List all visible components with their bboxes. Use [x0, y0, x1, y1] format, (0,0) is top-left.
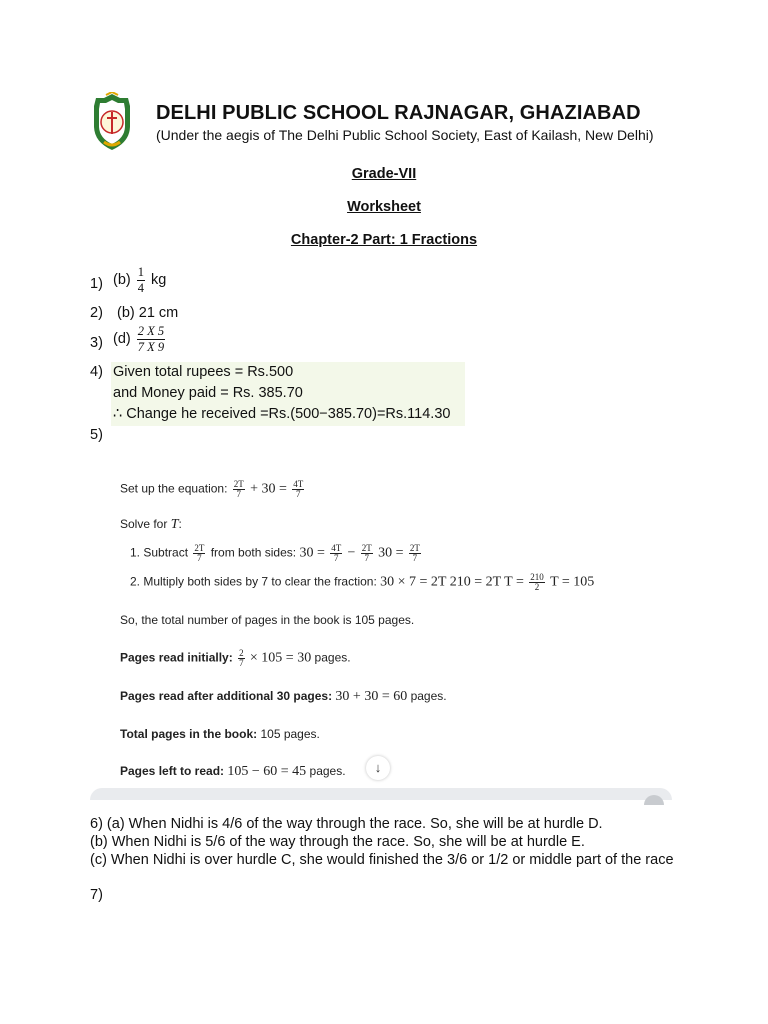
frac-num: 2: [239, 648, 244, 658]
total-pages-value: 105 pages.: [260, 727, 320, 741]
q1-unit: kg: [151, 271, 167, 288]
frac-num: 2T: [233, 479, 244, 489]
q4-number: 4): [90, 364, 103, 380]
q4-line-2: and Money paid = Rs. 385.70: [113, 385, 303, 401]
step2-end: T = 105: [550, 574, 595, 590]
frac-num: 4T: [293, 479, 304, 489]
solve-variable: T: [170, 517, 179, 532]
setup-label: Set up the equation:: [120, 481, 228, 496]
chapter-heading: Chapter-2 Part: 1 Fractions: [290, 232, 478, 248]
scroll-down-icon[interactable]: ↓: [366, 756, 390, 780]
q1-frac-den: 4: [137, 280, 145, 295]
read-after-unit: pages.: [410, 689, 447, 703]
solve-label: Solve for: [120, 517, 168, 531]
setup-frac-2: [292, 480, 304, 499]
q2-answer: (b) 21 cm: [117, 305, 179, 321]
frac-den: 2: [534, 582, 540, 592]
q3-number: 3): [90, 335, 103, 351]
frac-num: 2T: [361, 543, 372, 553]
frac-den: 7: [333, 553, 339, 563]
screenshot-bottom-bar: [90, 788, 672, 800]
read-after-label: Pages read after additional 30 pages:: [120, 689, 333, 703]
pages-left-eq: 105 − 60 = 45: [227, 764, 307, 779]
solve-line: Solve for T:: [120, 517, 182, 532]
setup-mid: + 30 =: [250, 481, 287, 497]
q3-fraction: [137, 325, 165, 353]
read-initially-frac: [238, 649, 245, 668]
frac-den: 7: [197, 553, 202, 563]
q3-option: (d): [113, 330, 131, 347]
read-initially-unit: pages.: [314, 650, 351, 665]
q5-number: 5): [90, 427, 103, 443]
read-after-eq: 30 + 30 = 60: [335, 689, 408, 704]
step2-text: 2. Multiply both sides by 7 to clear the fraction:: [130, 574, 377, 589]
total-pages-label: Total pages in the book:: [120, 727, 258, 741]
step-1: [130, 544, 423, 563]
read-initially-eq: × 105 = 30: [249, 650, 312, 666]
pages-left-line: [120, 764, 346, 780]
step1-mid: from both sides:: [210, 545, 297, 560]
step1-text: 1. Subtract: [130, 545, 189, 560]
q3-frac-num: 2 X 5: [137, 324, 165, 338]
step1-minus: −: [347, 545, 356, 561]
school-name: DELHI PUBLIC SCHOOL RAJNAGAR, GHAZIABAD: [156, 102, 641, 124]
q1-frac-num: 1: [137, 265, 145, 279]
grade-heading: Grade-VII: [351, 166, 417, 182]
school-subtitle: (Under the aegis of The Delhi Public School Society, East of Kailash, New Delhi): [156, 127, 654, 143]
frac-num: 2T: [194, 543, 205, 553]
q4-line-1: Given total rupees = Rs.500: [113, 364, 294, 380]
q5-solution-screenshot: [90, 460, 672, 800]
q1-fraction: [137, 266, 145, 294]
frac-den: 7: [296, 489, 301, 499]
school-logo-icon: [90, 92, 134, 152]
frac-den: 7: [412, 553, 418, 563]
step-2: [130, 573, 594, 592]
step2-eq: 30 × 7 = 2T 210 = 2T T =: [380, 574, 524, 590]
setup-line: [120, 480, 306, 499]
read-initially-label: Pages read initially:: [120, 650, 233, 665]
q1-number: 1): [90, 276, 103, 292]
frac-den: 7: [236, 489, 242, 499]
setup-frac-1: [233, 480, 245, 499]
total-sentence: So, the total number of pages in the book is 105 pages.: [120, 613, 415, 627]
school-header: [90, 92, 652, 152]
step1-frac-4: [409, 544, 421, 563]
q3-answer: [113, 325, 167, 353]
frac-num: 4T: [331, 543, 342, 553]
step1-eq-b: 30 =: [378, 545, 404, 561]
worksheet-heading: Worksheet: [347, 199, 421, 215]
q6-part-b: (b) When Nidhi is 5/6 of the way through the race. So, she will be at hurdle E.: [90, 834, 585, 850]
q6-part-a: 6) (a) When Nidhi is 4/6 of the way through the race. So, she will be at hurdle D.: [90, 816, 603, 832]
frac-den: 7: [364, 553, 370, 563]
q4-line-3: ∴ Change he received =Rs.(500−385.70)=Rs.114.30: [113, 406, 451, 422]
pages-left-label: Pages left to read:: [120, 764, 225, 778]
frac-den: 7: [239, 658, 244, 668]
frac-num: 210: [530, 572, 544, 582]
read-after-line: [120, 689, 447, 705]
q7-number: 7): [90, 887, 103, 903]
step1-frac-3: [361, 544, 373, 563]
pages-left-unit: pages.: [309, 764, 346, 778]
total-pages-line: [120, 727, 320, 741]
step1-eq-a: 30 =: [299, 545, 325, 561]
frac-num: 2T: [409, 543, 420, 553]
q2-number: 2): [90, 305, 103, 321]
step1-frac-2: [330, 544, 342, 563]
q1-option: (b): [113, 271, 131, 288]
q1-answer: [113, 266, 166, 294]
step2-frac: [529, 573, 545, 592]
step1-frac: [193, 544, 205, 563]
read-initially-line: [120, 649, 351, 668]
q6-part-c: (c) When Nidhi is over hurdle C, she would finished the 3/6 or 1/2 or middle part of the race: [90, 852, 674, 868]
q3-frac-den: 7 X 9: [137, 339, 165, 354]
